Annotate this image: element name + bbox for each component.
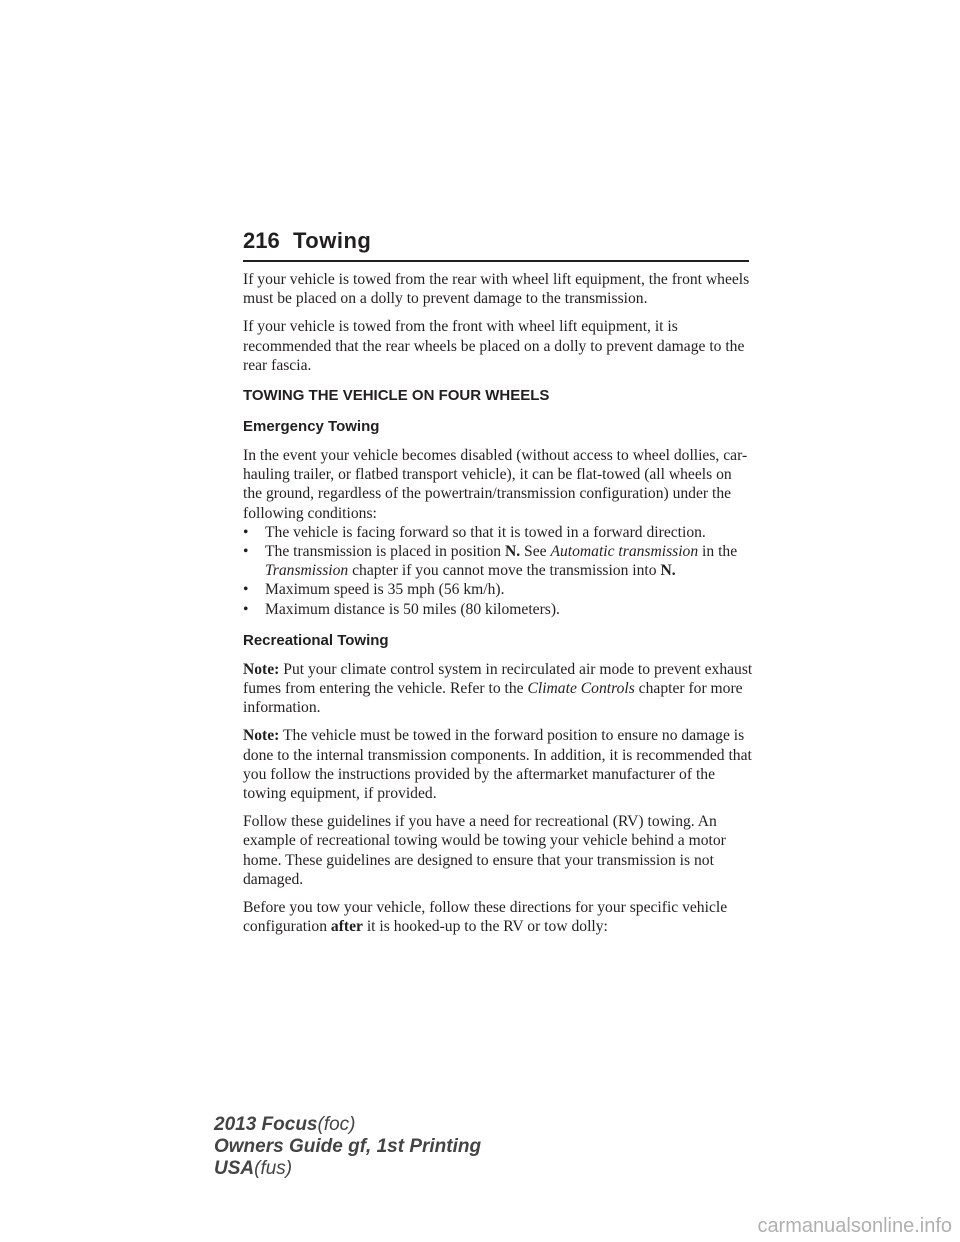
section-heading-four-wheels: TOWING THE VEHICLE ON FOUR WHEELS: [243, 387, 550, 405]
note-climate-text: Put your climate control system in recirculated air mode to prevent exhaust fumes from entering the vehicle. Refer to the: [243, 660, 753, 698]
list-item: [243, 580, 753, 599]
list-item: [243, 523, 753, 542]
emergency-conditions-list: [243, 523, 753, 619]
bullet-icon: •: [243, 581, 249, 599]
paragraph-front-tow: If your vehicle is towed from the front with wheel lift equipment, it is recommended that the rear wheels be placed on a dolly to prevent damage to the rear fascia.: [243, 318, 745, 374]
note-climate-control: [243, 660, 753, 718]
note-label: Note:: [243, 660, 280, 678]
footer-guide-line: [214, 1136, 481, 1158]
subheading-recreational-towing: Recreational Towing: [243, 631, 389, 649]
footer-model-code: (foc): [317, 1114, 356, 1135]
list-item: [243, 542, 753, 580]
page-number: 216: [243, 228, 280, 253]
condition-max-speed: Maximum speed is 35 mph (56 km/h).: [265, 581, 505, 599]
footer-market: USA: [214, 1158, 255, 1179]
automatic-transmission-reference: Automatic transmission: [550, 543, 699, 561]
footer-market-code: (fus): [254, 1158, 293, 1179]
footer-guide: Owners Guide gf, 1st Printing: [214, 1136, 482, 1157]
condition-forward: The vehicle is facing forward so that it is towed in a forward direction.: [265, 523, 706, 541]
bullet-icon: •: [243, 600, 249, 618]
footer-model-line: [214, 1114, 481, 1136]
print-footer: [214, 1114, 481, 1180]
paragraph-emergency-intro: [243, 446, 753, 523]
note-forward-position: [243, 726, 753, 803]
condition-neutral-text: The transmission is placed in position: [265, 543, 505, 561]
paragraph-guidelines: Follow these guidelines if you have a need for recreational (RV) towing. An example of recreational towing would be towing your vehicle behind a motor home. These guidelines are designed to ensure that your transmission is not damaged.: [243, 813, 726, 888]
gear-neutral-end: N.: [660, 562, 676, 580]
emergency-intro-text: In the event your vehicle becomes disabled (without access to wheel dollies, car-hauling trailer, or flatbed transport vehicle), it can be flat-towed (all wheels on the ground, regardless of the powertrain/transmission configuration) under the following conditions:: [243, 447, 748, 522]
see-text: See: [520, 543, 551, 561]
watermark: carmanualsonline.info: [757, 1215, 952, 1237]
list-item: [243, 600, 753, 619]
condition-max-distance: Maximum distance is 50 miles (80 kilometers).: [265, 600, 560, 618]
before-tow-end: it is hooked-up to the RV or tow dolly:: [362, 918, 608, 936]
transmission-chapter-reference: Transmission: [265, 562, 349, 580]
note-forward-text: The vehicle must be towed in the forward position to ensure no damage is done to the internal transmission components. In addition, it is recommended that you follow the instructions provided by the aftermarket manufacturer of the towing equipment, if provided.: [243, 727, 752, 803]
note-label: Note:: [243, 727, 280, 745]
page-header: [243, 226, 749, 262]
in-the-text: in the: [698, 543, 738, 561]
chapter-title: Towing: [293, 228, 372, 253]
bullet-icon: •: [243, 523, 249, 541]
before-tow-text: Before you tow your vehicle, follow these directions for your specific vehicle configuration: [243, 899, 728, 936]
footer-market-line: [214, 1158, 481, 1180]
page-body: [243, 270, 753, 945]
gear-neutral: N.: [504, 543, 521, 561]
climate-controls-reference: Climate Controls: [527, 680, 635, 698]
footer-model: 2013 Focus: [214, 1114, 318, 1135]
paragraph-before-tow: [243, 898, 753, 936]
bullet-icon: •: [243, 543, 249, 561]
after-emphasis: after: [330, 918, 363, 936]
note-climate-end: chapter for more information.: [243, 680, 743, 717]
paragraph-rear-tow: If your vehicle is towed from the rear with wheel lift equipment, the front wheels must be placed on a dolly to prevent damage to the transmission.: [243, 271, 750, 308]
chapter-move-text: chapter if you cannot move the transmission into: [348, 562, 661, 580]
subheading-emergency-towing: Emergency Towing: [243, 418, 380, 436]
